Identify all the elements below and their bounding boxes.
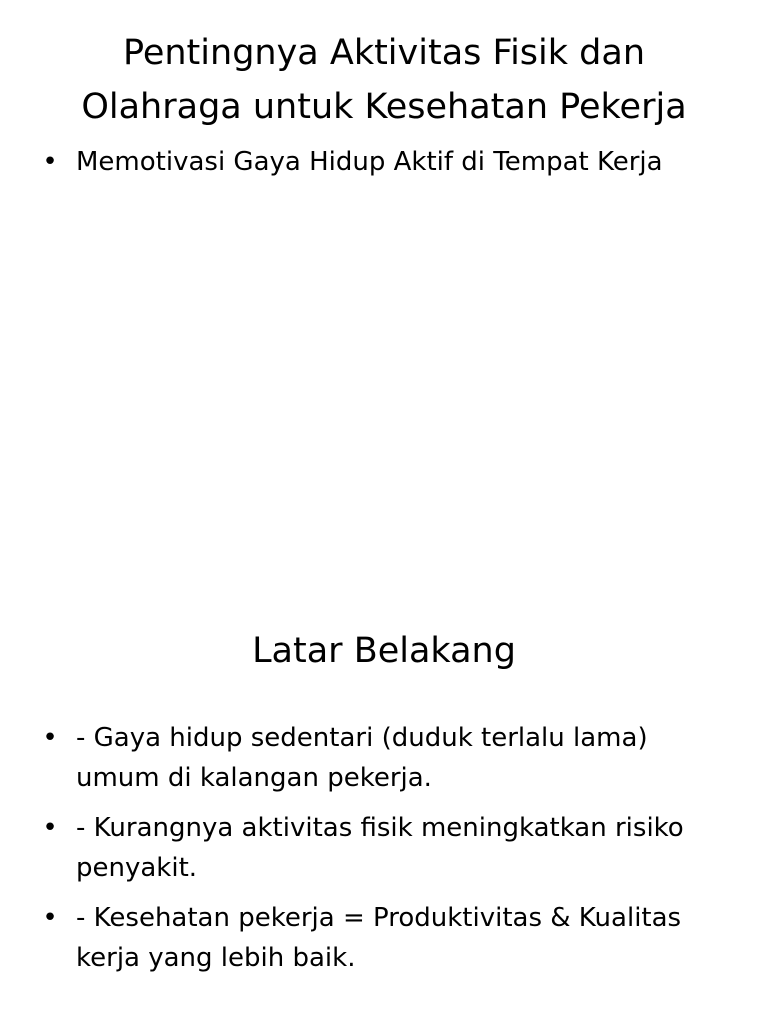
slide-2-bullet-item — [40, 898, 730, 978]
slide-2-bullet-text: - Gaya hidup sedentari (duduk terlalu lama) umum di kalangan pekerja. — [76, 723, 648, 793]
slide-1-title-line-2: Olahraga untuk Kesehatan Pekerja — [81, 87, 687, 127]
slide-2-title: Latar Belakang — [252, 631, 516, 671]
bullet-dot-icon: • — [42, 903, 58, 933]
bullet-dot-icon: • — [42, 147, 58, 177]
bullet-dot-icon: • — [42, 723, 58, 753]
slide-1-title-line-1: Pentingnya Aktivitas Fisik dan — [122, 33, 646, 73]
slide-1-title — [20, 26, 748, 134]
slide-2-bullet-item — [40, 718, 730, 798]
slide-1-bullet-item — [40, 142, 730, 182]
slide-2-bullet-list — [40, 718, 730, 988]
slide-2-bullet-text: - Kurangnya aktivitas fisik meningkatkan risiko penyakit. — [76, 813, 684, 883]
slide-1-bullet-text: Memotivasi Gaya Hidup Aktif di Tempat Kerja — [76, 147, 663, 177]
slide-1-bullet-list — [40, 142, 730, 182]
slide-2-bullet-text: - Kesehatan pekerja = Produktivitas & Kualitas kerja yang lebih baik. — [76, 903, 682, 973]
bullet-dot-icon: • — [42, 813, 58, 843]
slide-2-bullet-item — [40, 808, 730, 888]
